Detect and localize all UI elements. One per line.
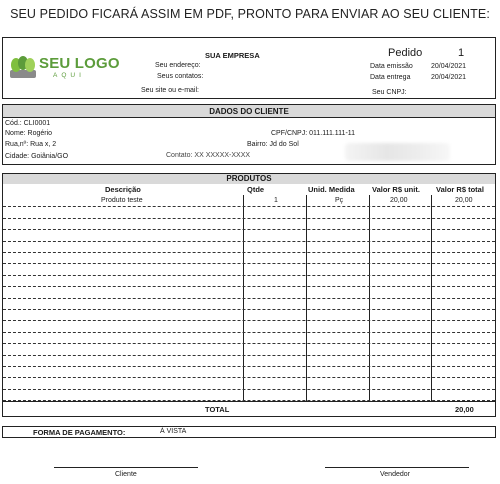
logo-leaves-icon: [9, 56, 37, 80]
table-row-divider: [3, 309, 495, 310]
company-name: SUA EMPRESA: [205, 51, 260, 60]
order-header: [2, 37, 496, 99]
contacts-label: Seus contatos:: [157, 73, 204, 80]
total-label: TOTAL: [205, 405, 230, 414]
site-label: Seu site ou e-mail:: [141, 87, 199, 94]
row-qty: 1: [274, 197, 278, 204]
table-row-divider: [3, 275, 495, 276]
client-street: Rua,nº: Rua x, 2: [5, 141, 57, 148]
column-header-total-price: Valor R$ total: [436, 185, 484, 194]
order-number: 1: [458, 47, 465, 59]
table-row-divider: [3, 241, 495, 242]
row-unit: Pç: [335, 197, 344, 204]
payment-section: [2, 426, 496, 438]
table-row-divider: [3, 298, 495, 299]
products-section: [2, 173, 496, 417]
seller-signature-line: [325, 467, 469, 468]
table-row-divider: [3, 343, 495, 344]
payment-value: À VISTA: [160, 428, 187, 435]
column-header-description: Descrição: [105, 185, 141, 194]
products-section-title: PRODUTOS: [3, 174, 495, 184]
issue-date-label: Data emissão: [370, 63, 413, 70]
client-contact: Contato: XX XXXXX-XXXX: [166, 152, 251, 159]
banner-heading: SEU PEDIDO FICARÁ ASSIM EM PDF, PRONTO PARA ENVIAR AO SEU CLIENTE:: [10, 7, 490, 21]
table-row-divider: [3, 263, 495, 264]
payment-label: FORMA DE PAGAMENTO:: [33, 428, 126, 437]
row-total-price: 20,00: [455, 197, 473, 204]
client-cpf: CPF/CNPJ: 011.111.111-11: [271, 130, 356, 137]
table-row-divider: [3, 377, 495, 378]
client-city: Cidade: Goiânia/GO: [5, 153, 69, 160]
table-row-divider: [3, 332, 495, 333]
table-row-divider: [3, 206, 495, 207]
row-unit-price: 20,00: [390, 197, 408, 204]
table-row-divider: [3, 389, 495, 390]
total-row: [3, 401, 495, 416]
total-value: 20,00: [455, 405, 474, 414]
table-row-divider: [3, 229, 495, 230]
address-label: Seu endereço:: [155, 62, 201, 69]
redacted-area: [345, 143, 450, 161]
client-district: Bairro: Jd do Sol: [247, 141, 299, 148]
delivery-date-value: 20/04/2021: [431, 74, 467, 81]
products-table: [3, 195, 495, 401]
table-row-divider: [3, 252, 495, 253]
table-row-divider: [3, 218, 495, 219]
table-row-divider: [3, 355, 495, 356]
logo-text: SEU LOGO: [39, 55, 120, 72]
column-header-unit: Unid. Medida: [308, 185, 355, 194]
order-label: Pedido: [388, 47, 423, 59]
logo-subtext: AQUI: [53, 72, 85, 79]
client-signature-label: Cliente: [115, 471, 137, 478]
client-section-title: DADOS DO CLIENTE: [3, 105, 495, 118]
table-row-divider: [3, 286, 495, 287]
issue-date-value: 20/04/2021: [431, 63, 467, 70]
column-header-unit-price: Valor R$ unit.: [372, 185, 420, 194]
cnpj-label: Seu CNPJ:: [372, 89, 407, 96]
table-row-divider: [3, 366, 495, 367]
delivery-date-label: Data entrega: [370, 74, 411, 81]
client-section: [2, 104, 496, 165]
seller-signature-label: Vendedor: [380, 471, 410, 478]
row-description: Produto teste: [101, 197, 143, 204]
table-row-divider: [3, 320, 495, 321]
client-code: Cód.: CLI0001: [5, 120, 51, 127]
client-name: Nome: Rogério: [5, 130, 53, 137]
client-signature-line: [54, 467, 198, 468]
column-header-qty: Qtde: [247, 185, 265, 194]
logo: [9, 54, 120, 84]
